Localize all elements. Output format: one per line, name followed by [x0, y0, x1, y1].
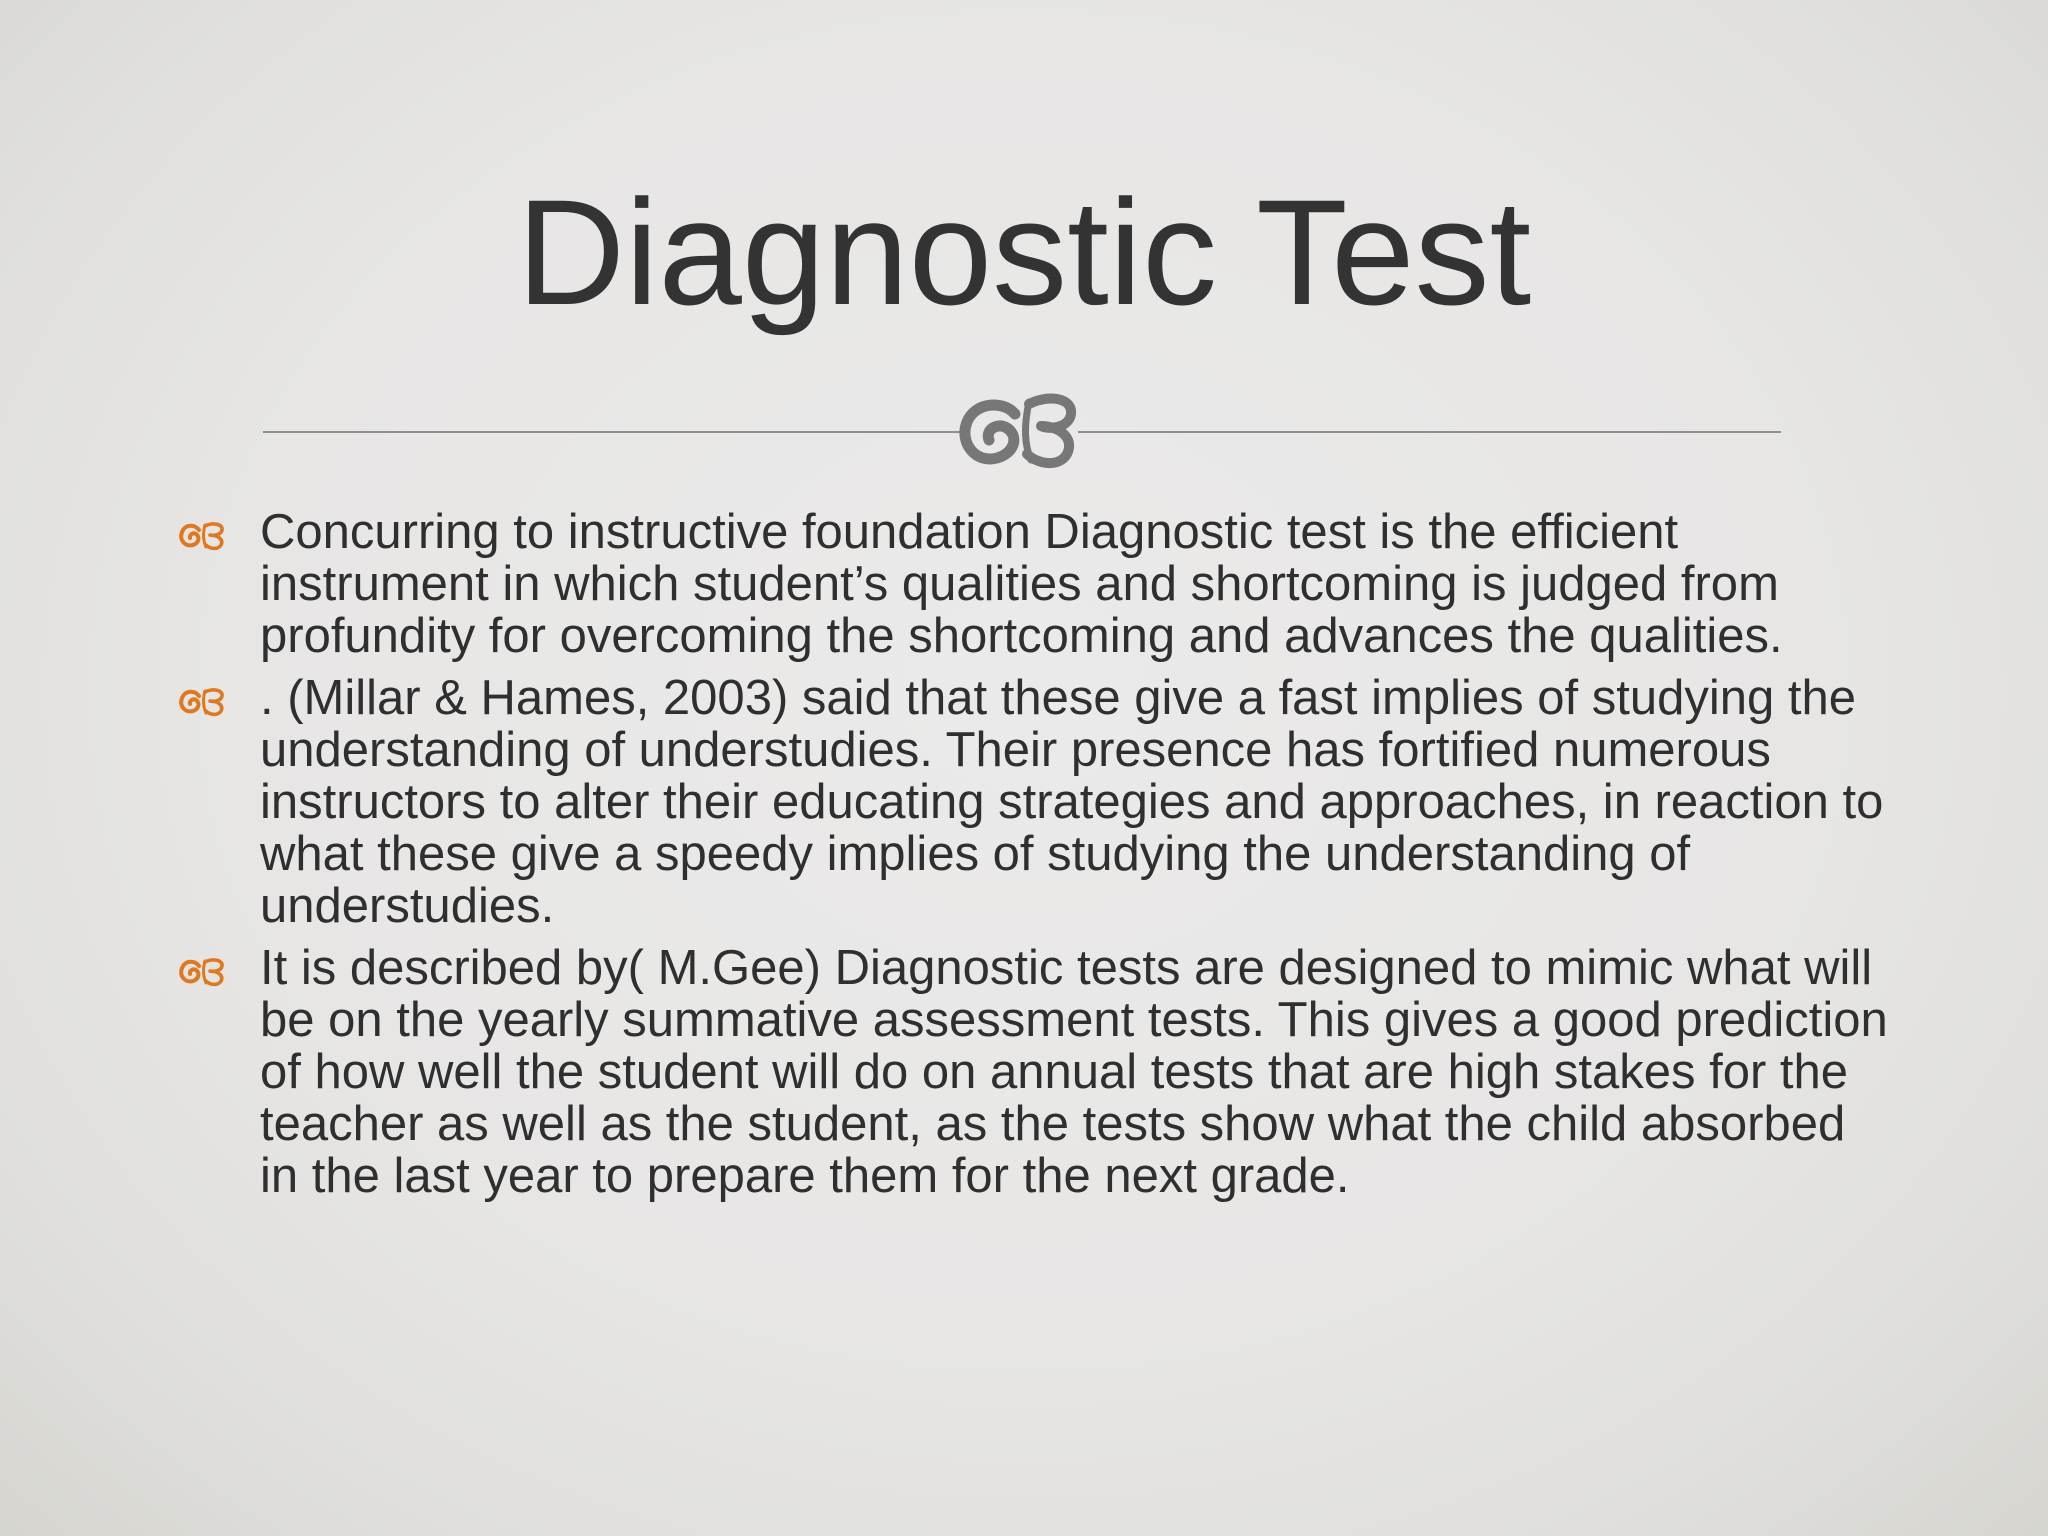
bullet-text: Concurring to instructive foundation Diagnostic test is the efficient instrument in which student’s qualities and shortcoming is judged from profundity for overcoming the shortcoming and advances the qualities. [260, 505, 1783, 663]
curly-bullet-icon [175, 954, 231, 988]
curly-ornament-icon [945, 380, 1105, 480]
bullet-text: . (Millar & Hames, 2003) said that these give a fast implies of studying the understanding of understudies. Their presence has fortified numerous instructors to alter their educating strategies and approaches, in reaction to what these give a speedy implies of studying the understanding of understudies. [260, 671, 1884, 933]
bullet-text: It is described by( M.Gee) Diagnostic tests are designed to mimic what will be on the yearly summative assessment tests. This gives a good prediction of how well the student will do on annual tests that are high stakes for the teacher as well as the student, as the tests show what the child absorbed in the last year to prepare them for the next grade. [260, 941, 1888, 1203]
bullet-item [175, 506, 1895, 662]
bullet-item [175, 942, 1895, 1202]
curly-bullet-icon [175, 684, 231, 718]
curly-bullet-icon [175, 518, 231, 552]
divider-line-left [263, 431, 970, 433]
bullet-item [175, 672, 1895, 932]
divider-line-right [1078, 431, 1781, 433]
slide-title: Diagnostic Test [516, 168, 1532, 336]
bullet-list [175, 506, 1895, 1212]
